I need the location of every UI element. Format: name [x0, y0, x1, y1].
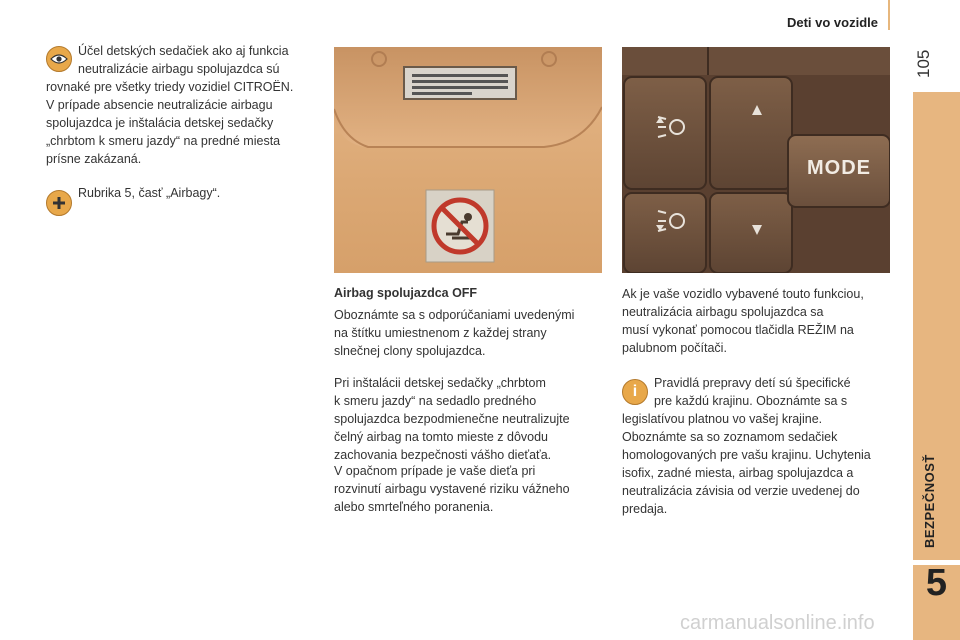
paragraph-line: neutralizácia airbagu spolujazdca sa: [622, 305, 824, 319]
paragraph-line: musí vykonať pomocou tlačidla REŽIM na: [622, 323, 854, 337]
note-info: [622, 374, 897, 428]
paragraph-installation: [334, 374, 604, 464]
paragraph-line: k smeru jazdy“ na sedadlo predného: [334, 394, 537, 408]
chapter-number: 5: [925, 562, 948, 604]
paragraph-line: alebo smrteľného poranenia.: [334, 500, 494, 514]
dashboard-buttons-photo: [622, 47, 890, 273]
page-number: 105: [914, 49, 933, 78]
chapter-tab-label: BEZPEČNOSŤ: [922, 454, 937, 548]
paragraph-line: na štítku umiestnenom z každej strany: [334, 326, 547, 340]
paragraph-line: Ak je vaše vozidlo vybavené touto funkciou,: [622, 287, 864, 301]
paragraph-line: Pri inštalácii detskej sedačky „chrbtom: [334, 376, 546, 390]
paragraph-line: V prípade absencie neutralizácie airbagu: [46, 98, 273, 112]
paragraph-mode-function: [622, 285, 897, 357]
sun-visor-photo: [334, 47, 602, 273]
paragraph-line: spolujazdca je inštalácia detskej sedačky: [46, 116, 274, 130]
watermark: carmanualsonline.info: [680, 612, 875, 634]
paragraph-line: prísne zakázaná.: [46, 152, 142, 166]
paragraph-line: spolujazdca bezpodmienečne neutralizujte: [334, 412, 570, 426]
paragraph-line: slnečnej clony spolujazdca.: [334, 344, 486, 358]
section-heading-airbag-off: Airbag spolujazdca OFF: [334, 286, 478, 300]
chapter-side-tab: [913, 92, 960, 640]
paragraph-line: zachovania bezpečnosti vášho dieťaťa.: [334, 448, 552, 462]
paragraph-risk: [334, 462, 604, 516]
paragraph-line: „chrbtom k smeru jazdy“ na predné miesta: [46, 134, 281, 148]
paragraph-homologated-seats: [622, 428, 897, 518]
paragraph-line: V opačnom prípade je vaše dieťa pri: [334, 464, 536, 478]
note-eye-line: Účel detských sedačiek ako aj funkcia: [78, 44, 289, 58]
note-info-line: Pravidlá prepravy detí sú špecifické: [654, 376, 851, 390]
mode-button-label: MODE: [807, 157, 871, 179]
note-eye-line: neutralizácie airbagu spolujazdca sú: [78, 62, 280, 76]
paragraph-line: Oboznámte sa so zoznamom sedačiek: [622, 430, 838, 444]
paragraph-line: čelný airbag na tomto mieste z dôvodu: [334, 430, 549, 444]
header-divider: [888, 0, 890, 30]
note-info-line: legislatívou platnou vo vašej krajine.: [622, 412, 823, 426]
paragraph-line: Oboznámte sa s odporúčaniami uvedenými: [334, 308, 575, 322]
paragraph-label-info: [334, 306, 604, 360]
note-eye-line: rovnaké pre všetky triedy vozidiel CITROËN.: [46, 80, 294, 94]
paragraph-line: rozvinutí airbagu vystavené riziku vážneho: [334, 482, 570, 496]
page-header-title: Deti vo vozidle: [786, 15, 878, 30]
paragraph-line: predaja.: [622, 502, 668, 516]
info-icon: i: [622, 379, 648, 405]
paragraph-line: homologovaných pre vašu krajinu. Uchytenia: [622, 448, 871, 462]
paragraph-absence: [46, 96, 318, 168]
paragraph-line: isofix, zadné miesta, airbag spolujazdca a: [622, 466, 854, 480]
plus-icon: [46, 190, 72, 216]
paragraph-line: palubnom počítači.: [622, 341, 727, 355]
note-plus-reference: Rubrika 5, časť „Airbagy“.: [78, 186, 221, 200]
no-rear-facing-seat-icon: [428, 192, 492, 260]
note-eye: [46, 42, 318, 96]
note-info-line: pre každú krajinu. Oboznámte sa s: [654, 394, 848, 408]
paragraph-line: neutralizácia závisia od verzie uvedenej do: [622, 484, 860, 498]
